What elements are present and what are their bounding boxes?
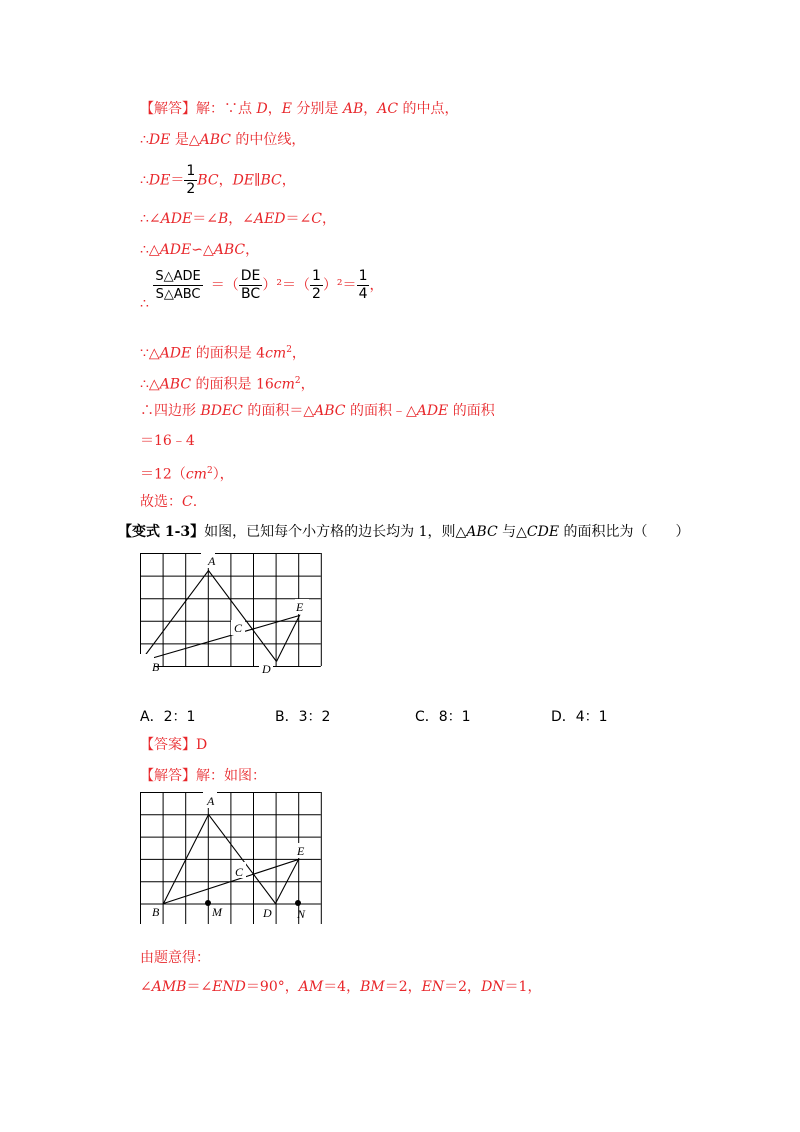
given-line: 由题意得： [140,950,210,966]
option-a[interactable]: A．2：1 [140,709,196,725]
solution-line-5: ∴△ADE∽△ABC， [140,242,260,258]
label-c: C [235,865,244,879]
label-d: D [262,662,271,676]
solution-line-1: 【解答】解：∵点 D，E 分别是 AB，AC 的中点， [140,101,459,117]
grid-figure-2 [140,792,322,924]
label-c: C [234,621,243,635]
fraction-half: $\frac{1}{2}$ [312,268,321,302]
grid-figure-1 [140,553,322,679]
fraction-one-half: $\frac{1}{2}$ [186,163,196,197]
question-text: 【变式 1-3】如图，已知每个小方格的边长均为 1，则△ABC 与△CDE 的面积比为（ ） [118,524,690,540]
label-a: A [208,554,216,568]
equation-line: ∠AMB＝∠END＝90°，AM＝4，BM＝2，EN＝2，DN＝1， [140,979,542,995]
option-b[interactable]: B．3：2 [275,709,331,725]
solution-line-11: $=12(cm^2)$， [140,466,234,483]
fraction-area-ratio: $\frac{\text{S△ADE}}{\text{S△ABC}}$ [155,269,201,302]
solution-line-12: 故选：C. [140,494,198,510]
solution-line-4: ∴∠ADE＝∠B，∠AED＝∠C， [140,211,336,227]
solution-line-10: ＝16﹣4 [140,433,195,449]
solution-line-8: ∴△ABC 的面积是 $16cm^2$， [140,376,315,393]
solution-line-9: ∴四边形 BDEC 的面积＝△ABC 的面积﹣△ADE 的面积 [140,403,495,419]
fraction-quarter: $\frac{1}{4}$ [358,268,368,302]
solution2-heading-line: 【解答】解：如图： [140,768,266,784]
answer-value: D [196,737,208,753]
fraction-de-bc: $\frac{DE}{BC}$ [240,268,261,302]
label-e: E [296,600,304,614]
question-heading: 【变式 1-3】 [118,524,205,540]
point-n [295,900,301,906]
label-b: B [152,660,160,674]
label-a: A [207,794,215,808]
label-e: E [297,844,305,858]
answer-heading: 【答案】 [140,737,196,753]
label-n: N [297,907,306,921]
point-m [205,900,211,906]
solution2-heading: 【解答】 [140,768,196,784]
answer-line [140,736,207,754]
option-c[interactable]: C．8：1 [415,709,471,725]
solution-line-6: ∴ $\frac{\text{S△ADE}}{\text{S△ABC}}$ ＝（ $\frac{DE}{BC}$ ）²＝（ $\frac{1}{2}$ ）²＝ $\frac{1}{4}$ ， [140,268,384,312]
solution-line-7: ∵△ADE 的面积是 $4cm^2$， [140,345,306,362]
solution-line-2: ∴DE 是△ABC 的中位线， [140,132,306,148]
grid-lines [140,553,321,667]
label-m: M [212,905,222,919]
label-b: B [152,905,160,919]
solution-heading: 【解答】 [140,101,196,117]
option-d[interactable]: D．4：1 [551,709,608,725]
solution-line-3: ∴DE＝ $\frac{1}{2}$ BC，DE∥BC， [140,163,296,197]
grid-lines [140,792,321,924]
label-d: D [263,906,272,920]
